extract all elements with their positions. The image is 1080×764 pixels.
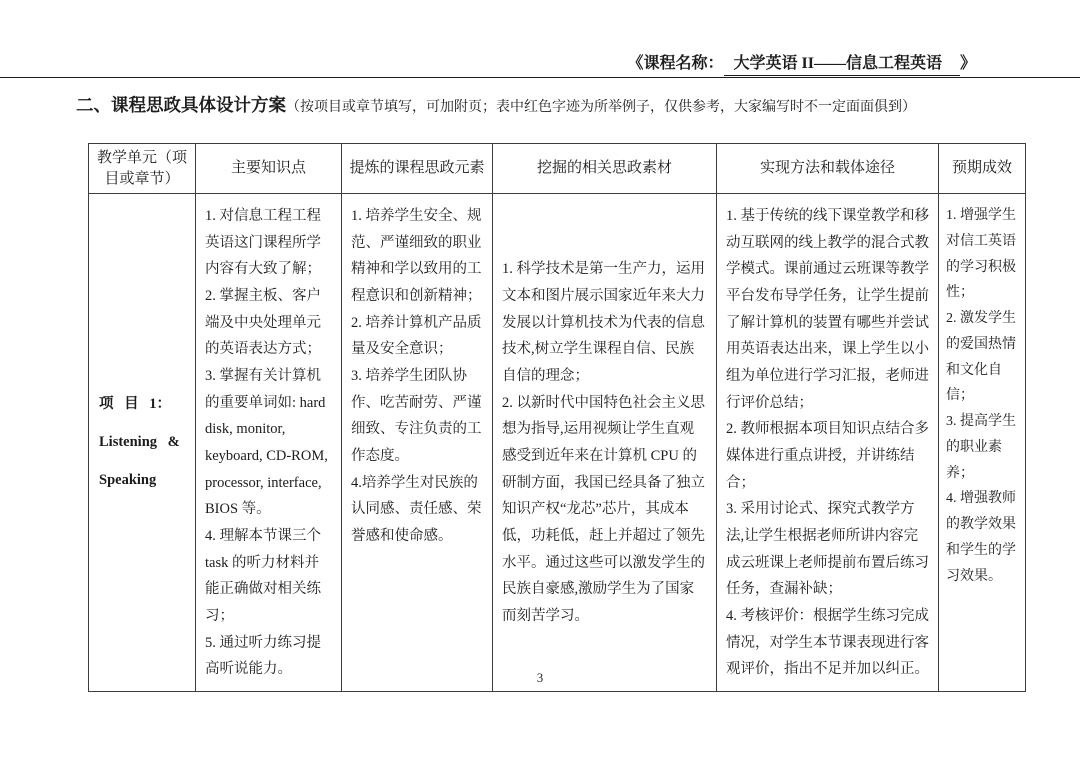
cell-knowledge-points	[196, 194, 342, 692]
method-item: 4. 考核评价：根据学生练习完成情况，对学生本节课表现进行客观评价，指出不足并加以纠正。	[726, 608, 929, 678]
method-item: 2. 教师根据本项目知识点结合多媒体进行重点讲授，并讲练结合；	[726, 421, 929, 491]
unit-line: Listening &	[99, 434, 180, 451]
col-header-knowledge-points: 主要知识点	[196, 144, 342, 194]
course-title-header	[628, 50, 977, 76]
cell-methods	[717, 194, 939, 692]
header-divider	[0, 77, 1080, 78]
cell-ideology-elements	[342, 194, 493, 692]
knowledge-point-item: 1. 对信息工程工程英语这门课程所学内容有大致了解；	[205, 208, 321, 278]
page-number: 3	[536, 670, 544, 685]
course-design-table	[88, 143, 1026, 692]
ideology-element-item: 1. 培养学生安全、规范、严谨细致的职业精神和学以致用的工程意识和创新精神；	[351, 208, 482, 305]
col-header-outcomes: 预期成效	[939, 144, 1026, 194]
method-item: 3. 采用讨论式、探究式教学方法,让学生根据老师所讲内容完成云班课上老师提前布置后练习任务，查漏补缺；	[726, 501, 929, 598]
col-header-teaching-unit: 教学单元（项目或章节）	[89, 144, 196, 194]
col-header-ideology-elements: 提炼的课程思政元素	[342, 144, 493, 194]
cell-outcomes	[939, 194, 1026, 692]
knowledge-point-item: 5. 通过听力练习提高听说能力。	[205, 634, 321, 678]
course-label-close: 》	[959, 55, 976, 72]
ideology-element-item: 3. 培养学生团队协作、吃苦耐劳、严谨细致、专注负责的工作态度。	[351, 368, 482, 465]
unit-line: 项 目 1：	[99, 396, 171, 413]
section-note-text: （按项目或章节填写，可加附页；表中红色字迹为所举例子，仅供参考，大家编写时不一定面面俱到）	[286, 100, 916, 115]
unit-line: Speaking	[99, 471, 157, 488]
knowledge-point-item: 2. 掌握主板、客户端及中央处理单元的英语表达方式；	[205, 288, 321, 358]
section-heading	[76, 92, 1036, 117]
ideology-element-item: 4.培养学生对民族的认同感、责任感、荣誉感和使命感。	[351, 474, 482, 545]
col-header-methods: 实现方法和载体途径	[717, 144, 939, 194]
outcome-item: 4. 增强教师的教学效果和学生的学习效果。	[946, 491, 1016, 584]
table-header-row	[89, 144, 1026, 194]
ideology-material-item: 1. 科学技术是第一生产力，运用文本和图片展示国家近年来大力发展以计算机技术为代表的信息技术,树立学生课程自信、民族自信的理念；	[502, 261, 705, 385]
col-header-ideology-materials: 挖掘的相关思政素材	[493, 144, 717, 194]
table-row	[89, 194, 1026, 692]
course-label: 《课程名称：	[627, 55, 724, 72]
outcome-item: 1. 增强学生对信工英语的学习积极性；	[946, 208, 1016, 301]
ideology-material-item: 2. 以新时代中国特色社会主义思想为指导,运用视频让学生直观感受到近年来在计算机 CPU 的研制方面，我国已经具备了独立知识产权“龙芯”芯片，其成本低，功耗低，赶上并超过了领先水平。通过这些可以激发学生的民族自豪感,激励学生为了国家而刻苦学习。	[502, 394, 705, 625]
method-item: 1. 基于传统的线下课堂教学和移动互联网的线上教学的混合式教学模式。课前通过云班课等教学平台发布导学任务，让学生提前了解计算机的装置有哪些并尝试用英语表达出来，课上学生以小组为单位进行学习汇报，老师进行评价总结；	[726, 208, 929, 411]
knowledge-point-item: 4. 理解本节课三个 task 的听力材料并能正确做对相关练习；	[205, 528, 321, 625]
knowledge-point-item: 3. 掌握有关计算机的重要单词如: hard disk, monitor, keyboard, CD-ROM, processor, interface, BIOS 等。	[205, 368, 328, 518]
outcome-item: 3. 提高学生的职业素养；	[946, 414, 1016, 481]
cell-teaching-unit	[89, 194, 196, 692]
outcome-item: 2. 激发学生的爱国热情和文化自信；	[946, 311, 1016, 404]
course-name: 大学英语 II——信息工程英语	[724, 50, 960, 76]
section-title-text: 二、课程思政具体设计方案	[76, 95, 286, 115]
cell-ideology-materials	[493, 194, 717, 692]
ideology-element-item: 2. 培养计算机产品质量及安全意识；	[351, 314, 482, 358]
